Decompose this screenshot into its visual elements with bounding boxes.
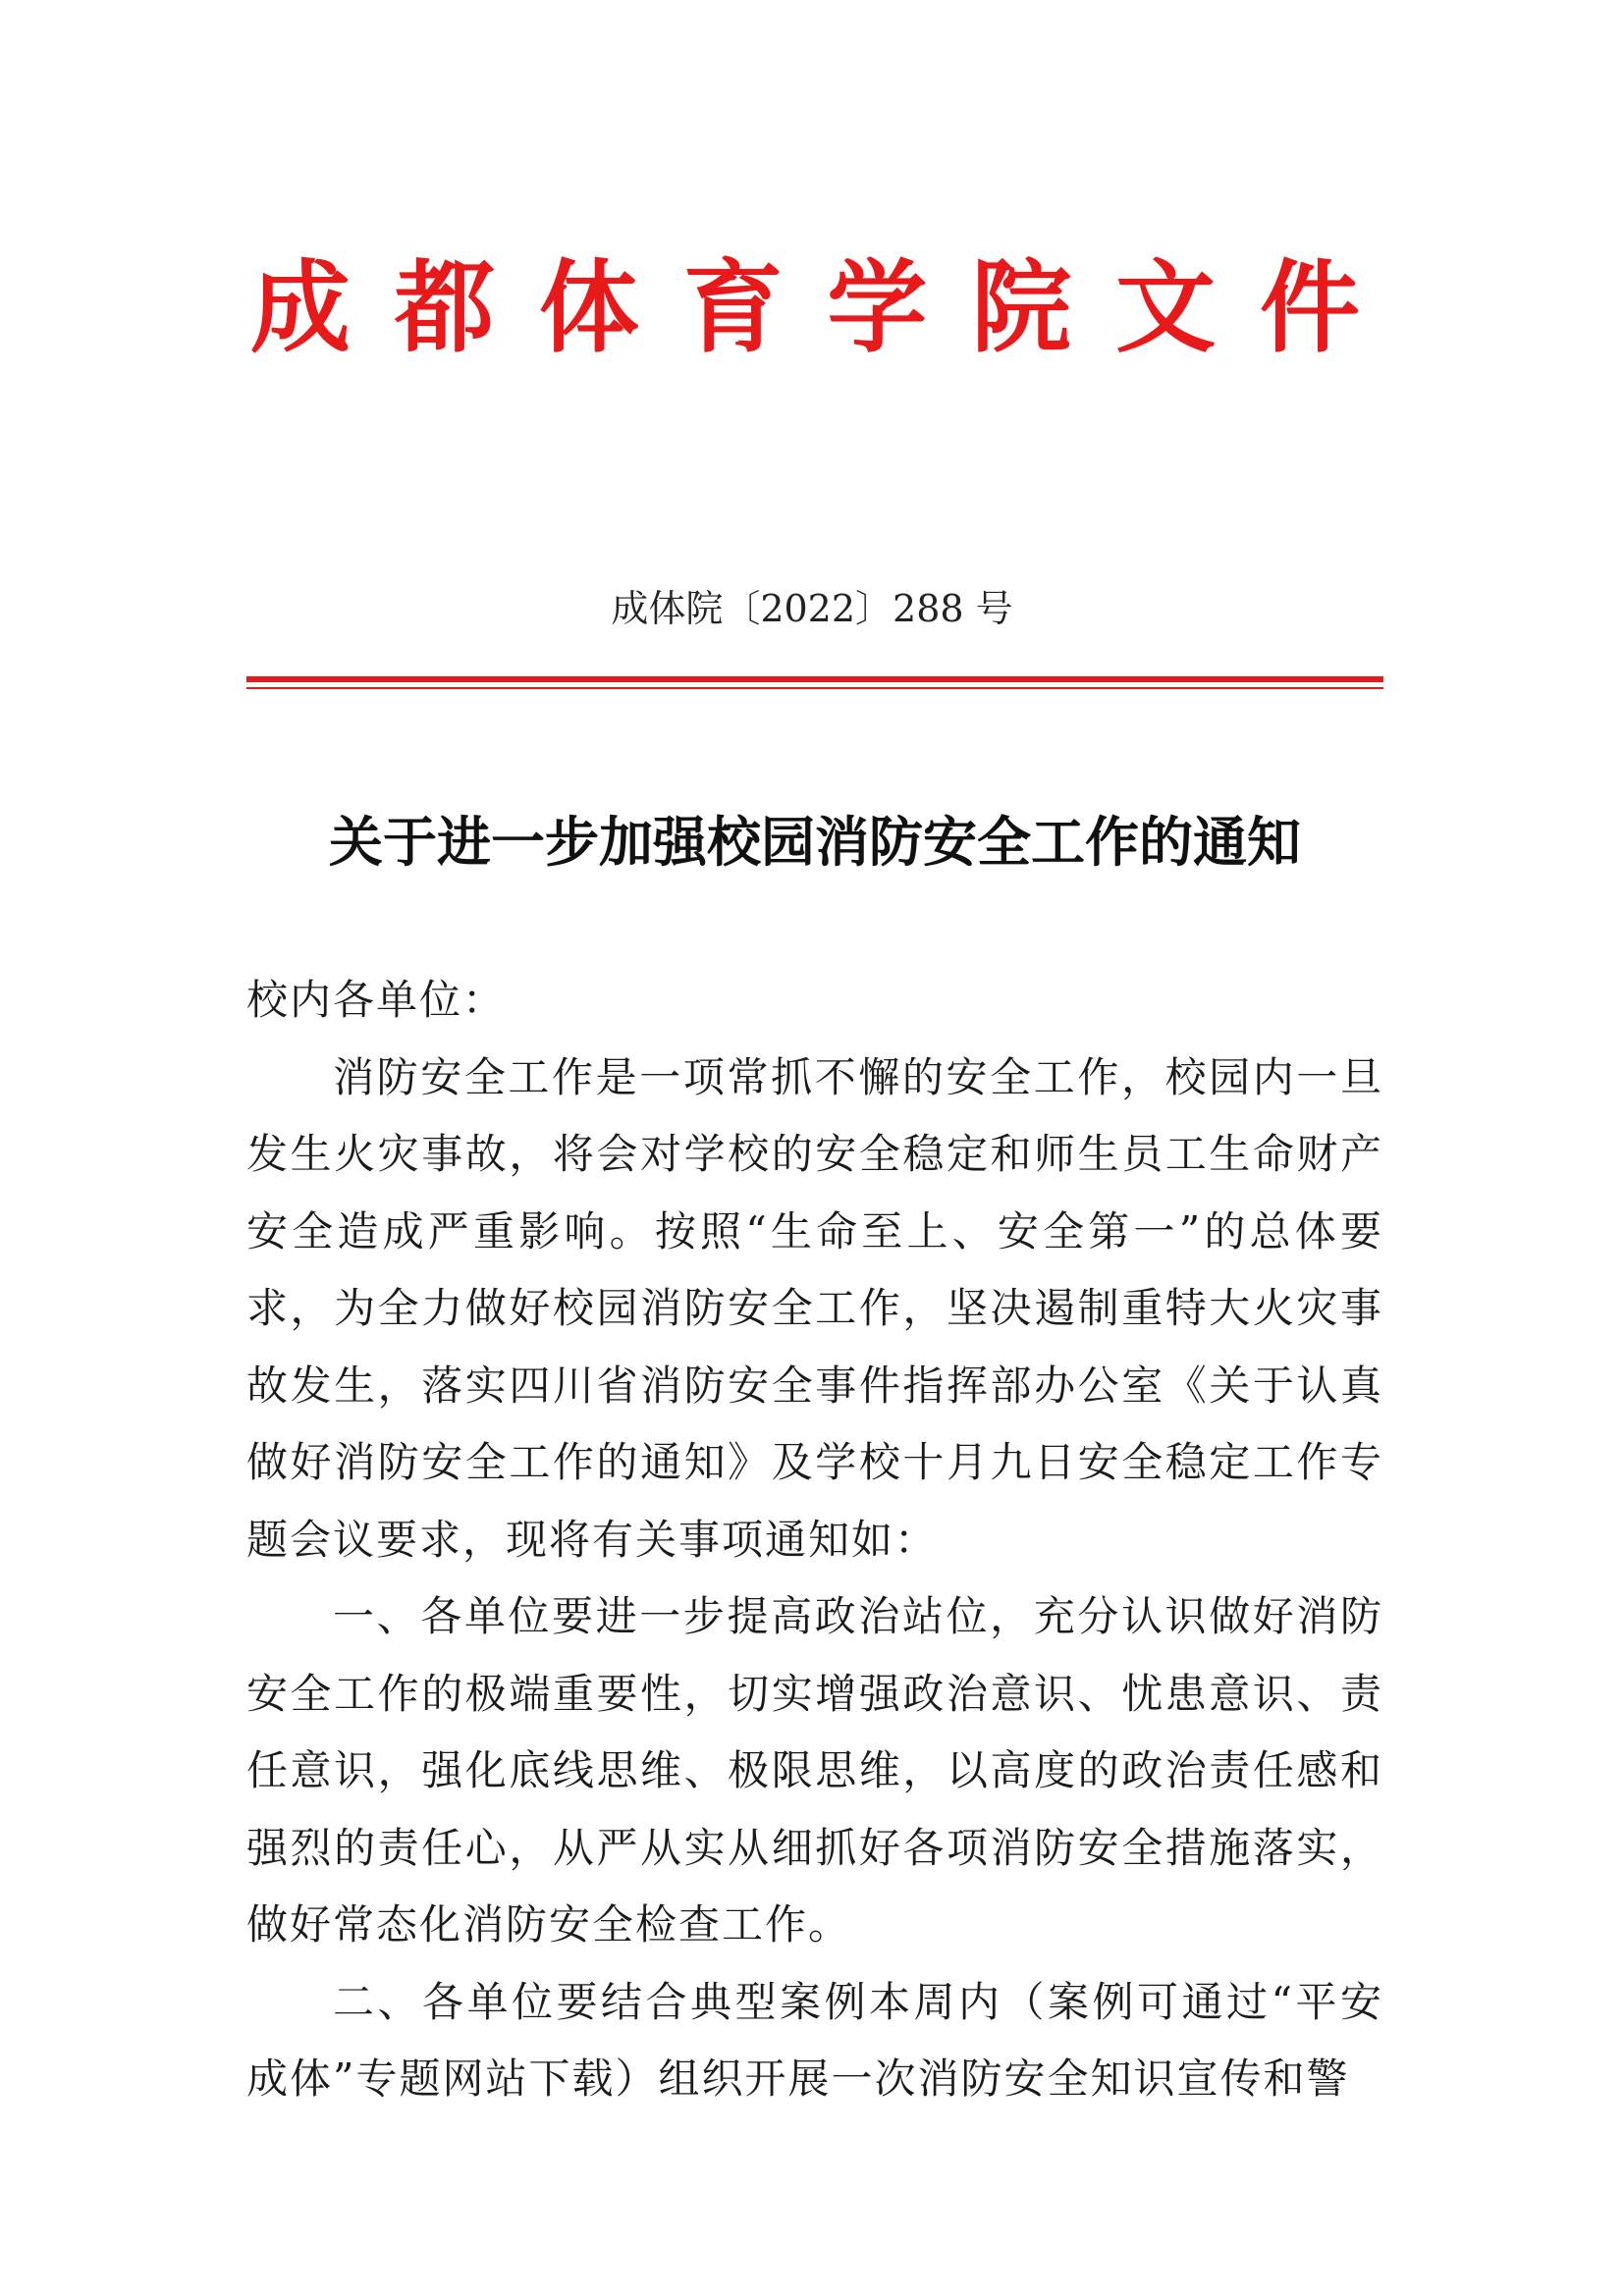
paragraph-item-2: 二、各单位要结合典型案例本周内（案例可通过“平安成体”专题网站下载）组织开展一次消防安全知识宣传和警 bbox=[246, 1977, 1383, 2103]
notice-title: 关于进一步加强校园消防安全工作的通知 bbox=[328, 811, 1301, 874]
paragraph-intro: 消防安全工作是一项常抓不懈的安全工作，校园内一旦发生火灾事故，将会对学校的安全稳定和师生员工生命财产安全造成严重影响。按照“生命至上、安全第一”的总体要求，为全力做好校园消防安全工作，坚决遏制重特大火灾事故发生，落实四川省消防安全事件指挥部办公室《关于认真做好消防安全工作的通知》及学校十月九日安全稳定工作专题会议要求，现将有关事项通知如： bbox=[246, 1052, 1383, 1564]
header-divider-thick bbox=[246, 676, 1383, 682]
salutation: 校内各单位： bbox=[246, 976, 507, 1024]
notice-body bbox=[246, 962, 1383, 2118]
document-header-title: 成 都 体 育 学 院 文 件 bbox=[250, 250, 1360, 367]
header-divider-thin bbox=[246, 687, 1383, 689]
document-number: 成体院〔2022〕288 号 bbox=[611, 587, 1013, 630]
paragraph-item-1: 一、各单位要进一步提高政治站位，充分认识做好消防安全工作的极端重要性，切实增强政治意识、忧患意识、责任意识，强化底线思维、极限思维，以高度的政治责任感和强烈的责任心，从严从实从细抓好各项消防安全措施落实，做好常态化消防安全检查工作。 bbox=[246, 1592, 1383, 1949]
